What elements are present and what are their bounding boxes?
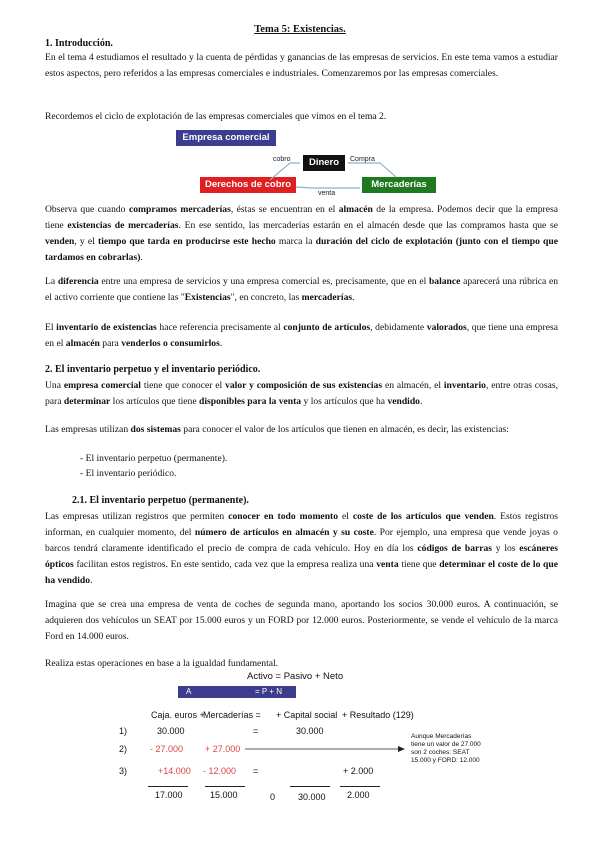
intro-paragraph: En el tema 4 estudiamos el resultado y la cuenta de pérdidas y ganancias de las empresas de servicios. En este tema vamos a estudiar estos aspectos, pero referidos a las empresas comerciales e industriales. Comenzaremos por las empresas comerciales.: [45, 52, 558, 79]
total-line: [205, 786, 245, 787]
row-2-mercaderias: + 27.000: [205, 744, 241, 754]
equation-bar-assets: A: [186, 687, 192, 696]
merchandise-paragraph: Observa que cuando compramos mercaderías, éstas se encuentran en el almacén de la empresa. Podemos decir que la empresa tiene existencias de mercaderías. En ese sentido, las mercaderías estarán en el almacén desde que las compramos hasta que se venden, y el tiempo que tarda en producirse este hecho marca la duración del ciclo de explotación (junto con el tiempo que tardamos en cobrarlas).: [45, 204, 559, 263]
row-2-number: 2): [119, 744, 128, 754]
venta-arrow: [296, 187, 360, 188]
fundamental-equation: Activo = Pasivo + Neto: [247, 671, 344, 682]
header-caja: Caja. euros +: [151, 710, 205, 720]
row-2-caja: - 27.000: [150, 744, 184, 754]
page-title: Tema 5: Existencias.: [254, 24, 346, 35]
row-1-number: 1): [119, 726, 128, 736]
row-1-equals: =: [253, 726, 259, 736]
venta-label: venta: [318, 190, 336, 197]
exercise-paragraph: Realiza estas operaciones en base a la igualdad fundamental.: [45, 658, 279, 669]
list-item: - El inventario periódico.: [80, 468, 177, 479]
section-1-heading: 1. Introducción.: [45, 38, 113, 49]
row-3-equals: =: [253, 766, 259, 776]
compra-arrow: [348, 163, 396, 177]
row-3-number: 3): [119, 766, 128, 776]
perpetual-paragraph: Las empresas utilizan registros que permiten conocer en todo momento el coste de los artículos que venden. Estos registros informan, en cualquier momento, del número de artículos en almacén y su coste. Por ejemplo, una empresa que vende joyas o barcos tendrá claramente identificado el precio de compra de cada vehículo. Hoy en día los códigos de barras y los escáneres ópticos facilitan estos registros. En este sentido, cada vez que la empresa realiza una venta tiene que determinar el coste de lo que ha vendido.: [45, 511, 558, 586]
cycle-intro-paragraph: Recordemos el ciclo de explotación de las empresas comerciales que vimos en el tema 2.: [45, 111, 387, 122]
total-caja: 17.000: [155, 790, 183, 800]
total-mercaderias: 15.000: [210, 790, 238, 800]
compra-label: Compra: [350, 156, 375, 163]
total-line: [148, 786, 188, 787]
total-line: [290, 786, 330, 787]
section-2-heading: 2. El inventario perpetuo y el inventario periódico.: [45, 364, 261, 375]
row-3-mercaderias: - 12.000: [203, 766, 237, 776]
header-capital: + Capital social: [276, 710, 338, 720]
total-resultado: 2.000: [347, 790, 370, 800]
merchandise-note: Aunque Mercaderías tiene un valor de 27.000 son 2 coches: SEAT 15.000 y FORD: 12.000: [411, 733, 481, 764]
diagram-merchandise-box: Mercaderías: [362, 177, 436, 193]
example-paragraph: Imagina que se crea una empresa de venta de coches de segunda mano, aportando los socios 30.000 euros. A continuación, se adquieren dos vehículos un SEAT por 15.000 euros y un FORD por 12.000 euros. Posteriormente, se vende el vehículo de la marca Ford en 14.000 euros.: [45, 599, 558, 642]
diagram-title-box: Empresa comercial: [176, 130, 276, 146]
row-1-capital: 30.000: [296, 726, 324, 736]
equation-bar-liabilities: = P + N: [255, 687, 282, 696]
cobro-label: cobro: [273, 156, 291, 163]
section-2-paragraph: Una empresa comercial tiene que conocer el valor y composición de sus existencias en almacén, el inventario, entre otras cosas, para determinar los artículos que tiene disponibles para la venta y los artículos que ha vendido.: [45, 380, 558, 407]
diagram-receivables-box: Derechos de cobro: [200, 177, 296, 193]
total-capital: 30.000: [298, 792, 326, 802]
total-zero: 0: [270, 792, 276, 802]
two-systems-paragraph: Las empresas utilizan dos sistemas para conocer el valor de los artículos que tienen en almacén, es decir, las existencias:: [45, 424, 509, 435]
inventory-paragraph: El inventario de existencias hace referencia precisamente al conjunto de artículos, debidamente valorados, que tiene una empresa en el almacén para venderlos o consumirlos.: [45, 322, 558, 349]
row-1-caja: 30.000: [157, 726, 185, 736]
header-mercaderias: Mercaderías =: [203, 710, 261, 720]
difference-paragraph: La diferencia entre una empresa de servicios y una empresa comercial es, precisamente, que en el balance aparecerá una rúbrica en el activo corriente que contiene las "Existencias", en concreto, las mercaderías.: [45, 276, 559, 303]
list-item: - El inventario perpetuo (permanente).: [80, 453, 228, 464]
row-3-resultado: + 2.000: [343, 766, 374, 776]
row-3-caja: +14.000: [158, 766, 191, 776]
header-resultado: + Resultado (129): [342, 710, 414, 720]
total-line: [340, 786, 380, 787]
diagram-money-box: Dinero: [303, 155, 345, 171]
section-2-1-heading: 2.1. El inventario perpetuo (permanente).: [72, 495, 249, 506]
